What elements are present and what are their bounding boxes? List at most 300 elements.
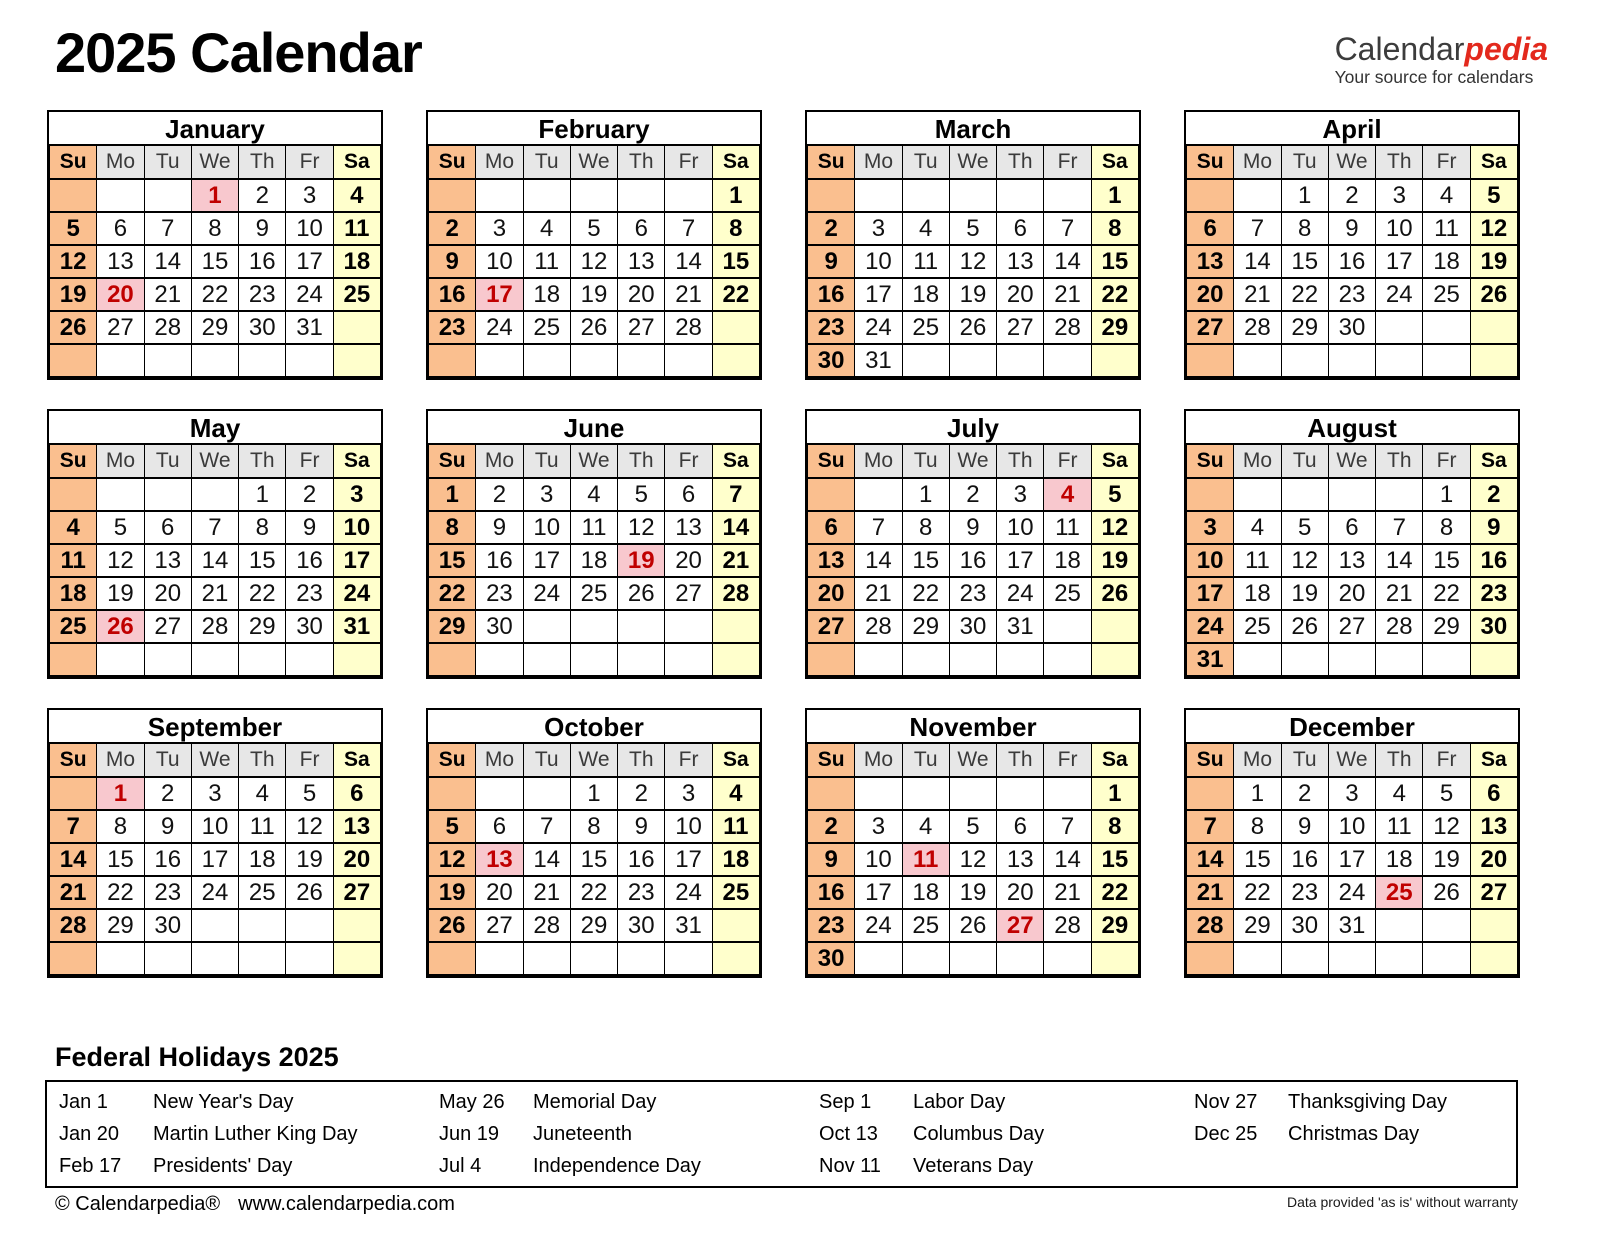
day-empty	[997, 777, 1044, 810]
day-july-9: 9	[949, 511, 996, 544]
day-december-17: 17	[1328, 843, 1375, 876]
calendarpedia-logo[interactable]	[1335, 32, 1548, 88]
day-january-18: 18	[333, 245, 380, 278]
day-empty	[523, 179, 570, 212]
day-header-fr: Fr	[1423, 146, 1470, 179]
day-may-14: 14	[191, 544, 238, 577]
day-header-sa: Sa	[712, 445, 759, 478]
day-july-15: 15	[902, 544, 949, 577]
day-may-26: 26	[97, 610, 144, 643]
day-june-11: 11	[570, 511, 617, 544]
day-november-1: 1	[1091, 777, 1138, 810]
day-april-22: 22	[1281, 278, 1328, 311]
holiday-date: Nov 11	[819, 1154, 881, 1177]
day-empty	[665, 643, 712, 676]
day-july-26: 26	[1091, 577, 1138, 610]
disclaimer-text: Data provided 'as is' without warranty	[1286, 1194, 1518, 1210]
holiday-date: Jun 19	[439, 1122, 500, 1145]
day-may-23: 23	[286, 577, 333, 610]
day-empty	[1328, 942, 1375, 975]
day-july-18: 18	[1044, 544, 1091, 577]
day-empty	[1328, 344, 1375, 377]
day-december-12: 12	[1423, 810, 1470, 843]
day-august-8: 8	[1423, 511, 1470, 544]
day-august-16: 16	[1470, 544, 1517, 577]
day-september-1: 1	[97, 777, 144, 810]
day-july-8: 8	[902, 511, 949, 544]
holiday-name: Presidents' Day	[153, 1154, 293, 1177]
day-header-mo: Mo	[1234, 146, 1281, 179]
day-empty	[476, 942, 523, 975]
day-august-20: 20	[1328, 577, 1375, 610]
day-header-sa: Sa	[1470, 146, 1517, 179]
day-empty	[50, 942, 97, 975]
day-header-tu: Tu	[902, 744, 949, 777]
day-july-1: 1	[902, 478, 949, 511]
day-may-21: 21	[191, 577, 238, 610]
day-february-28: 28	[665, 311, 712, 344]
day-october-25: 25	[712, 876, 759, 909]
day-january-15: 15	[191, 245, 238, 278]
day-header-su: Su	[808, 744, 855, 777]
day-header-we: We	[570, 146, 617, 179]
day-september-19: 19	[286, 843, 333, 876]
day-empty	[1234, 643, 1281, 676]
day-november-19: 19	[949, 876, 996, 909]
day-empty	[855, 643, 902, 676]
day-may-2: 2	[286, 478, 333, 511]
day-header-sa: Sa	[333, 146, 380, 179]
month-july	[805, 409, 1141, 679]
day-february-5: 5	[570, 212, 617, 245]
day-empty	[191, 942, 238, 975]
day-june-15: 15	[429, 544, 476, 577]
day-empty	[50, 344, 97, 377]
day-header-fr: Fr	[665, 445, 712, 478]
day-march-30: 30	[808, 344, 855, 377]
day-empty	[665, 179, 712, 212]
day-august-11: 11	[1234, 544, 1281, 577]
day-august-17: 17	[1187, 577, 1234, 610]
day-april-19: 19	[1470, 245, 1517, 278]
day-empty	[712, 610, 759, 643]
logo-wordmark	[1335, 32, 1548, 66]
months-grid	[47, 110, 1520, 978]
day-october-5: 5	[429, 810, 476, 843]
day-october-21: 21	[523, 876, 570, 909]
day-header-we: We	[949, 445, 996, 478]
day-november-16: 16	[808, 876, 855, 909]
holiday-date: Feb 17	[59, 1154, 122, 1177]
day-july-28: 28	[855, 610, 902, 643]
day-may-30: 30	[286, 610, 333, 643]
day-empty	[855, 942, 902, 975]
day-january-30: 30	[239, 311, 286, 344]
day-empty	[1091, 610, 1138, 643]
day-march-28: 28	[1044, 311, 1091, 344]
day-june-13: 13	[665, 511, 712, 544]
day-header-tu: Tu	[523, 146, 570, 179]
day-empty	[665, 942, 712, 975]
day-empty	[902, 344, 949, 377]
day-november-22: 22	[1091, 876, 1138, 909]
day-september-26: 26	[286, 876, 333, 909]
month-title: December	[1186, 710, 1518, 744]
day-august-14: 14	[1376, 544, 1423, 577]
day-february-8: 8	[712, 212, 759, 245]
day-header-th: Th	[1376, 146, 1423, 179]
day-april-15: 15	[1281, 245, 1328, 278]
day-january-13: 13	[97, 245, 144, 278]
day-september-11: 11	[239, 810, 286, 843]
day-may-29: 29	[239, 610, 286, 643]
day-empty	[855, 179, 902, 212]
day-empty	[1234, 942, 1281, 975]
day-april-5: 5	[1470, 179, 1517, 212]
holiday-entry	[59, 1150, 439, 1182]
day-october-17: 17	[665, 843, 712, 876]
day-empty	[97, 344, 144, 377]
day-header-mo: Mo	[97, 744, 144, 777]
day-november-21: 21	[1044, 876, 1091, 909]
day-october-28: 28	[523, 909, 570, 942]
day-empty	[191, 344, 238, 377]
day-empty	[1044, 179, 1091, 212]
day-may-8: 8	[239, 511, 286, 544]
day-june-30: 30	[476, 610, 523, 643]
day-march-24: 24	[855, 311, 902, 344]
day-header-mo: Mo	[97, 445, 144, 478]
day-may-6: 6	[144, 511, 191, 544]
day-empty	[50, 643, 97, 676]
day-january-21: 21	[144, 278, 191, 311]
logo-text-calendar: Calendar	[1334, 31, 1465, 67]
day-empty	[808, 643, 855, 676]
day-september-5: 5	[286, 777, 333, 810]
day-june-5: 5	[618, 478, 665, 511]
day-august-7: 7	[1376, 511, 1423, 544]
day-february-1: 1	[712, 179, 759, 212]
day-february-23: 23	[429, 311, 476, 344]
day-october-10: 10	[665, 810, 712, 843]
day-header-tu: Tu	[523, 744, 570, 777]
day-april-16: 16	[1328, 245, 1375, 278]
day-empty	[476, 777, 523, 810]
day-october-6: 6	[476, 810, 523, 843]
day-header-fr: Fr	[286, 445, 333, 478]
day-february-3: 3	[476, 212, 523, 245]
day-empty	[1376, 942, 1423, 975]
day-march-4: 4	[902, 212, 949, 245]
day-header-we: We	[191, 146, 238, 179]
day-october-2: 2	[618, 777, 665, 810]
holidays-heading: Federal Holidays 2025	[55, 1042, 339, 1072]
day-april-26: 26	[1470, 278, 1517, 311]
day-october-13: 13	[476, 843, 523, 876]
day-june-14: 14	[712, 511, 759, 544]
day-january-10: 10	[286, 212, 333, 245]
day-header-tu: Tu	[144, 445, 191, 478]
day-empty	[618, 179, 665, 212]
day-empty	[902, 643, 949, 676]
day-january-9: 9	[239, 212, 286, 245]
day-empty	[239, 909, 286, 942]
day-december-21: 21	[1187, 876, 1234, 909]
day-october-11: 11	[712, 810, 759, 843]
month-title: March	[807, 112, 1139, 146]
month-title: September	[49, 710, 381, 744]
day-september-8: 8	[97, 810, 144, 843]
holiday-entry	[59, 1118, 439, 1150]
day-empty	[144, 478, 191, 511]
day-february-26: 26	[570, 311, 617, 344]
day-june-1: 1	[429, 478, 476, 511]
day-empty	[1328, 478, 1375, 511]
day-june-3: 3	[523, 478, 570, 511]
day-empty	[523, 942, 570, 975]
day-september-29: 29	[97, 909, 144, 942]
day-october-3: 3	[665, 777, 712, 810]
day-empty	[997, 643, 1044, 676]
day-october-29: 29	[570, 909, 617, 942]
day-january-20: 20	[97, 278, 144, 311]
day-april-10: 10	[1376, 212, 1423, 245]
day-october-7: 7	[523, 810, 570, 843]
day-april-13: 13	[1187, 245, 1234, 278]
day-june-4: 4	[570, 478, 617, 511]
day-empty	[333, 311, 380, 344]
day-header-su: Su	[808, 445, 855, 478]
day-empty	[286, 942, 333, 975]
day-april-14: 14	[1234, 245, 1281, 278]
day-header-sa: Sa	[712, 146, 759, 179]
day-empty	[1187, 777, 1234, 810]
month-january	[47, 110, 383, 380]
day-november-14: 14	[1044, 843, 1091, 876]
day-header-we: We	[1328, 445, 1375, 478]
day-march-20: 20	[997, 278, 1044, 311]
day-october-8: 8	[570, 810, 617, 843]
day-january-26: 26	[50, 311, 97, 344]
day-header-fr: Fr	[286, 744, 333, 777]
day-august-10: 10	[1187, 544, 1234, 577]
day-february-13: 13	[618, 245, 665, 278]
day-header-tu: Tu	[523, 445, 570, 478]
day-march-10: 10	[855, 245, 902, 278]
day-march-23: 23	[808, 311, 855, 344]
day-empty	[902, 179, 949, 212]
day-august-9: 9	[1470, 511, 1517, 544]
day-header-th: Th	[997, 744, 1044, 777]
day-december-20: 20	[1470, 843, 1517, 876]
day-may-12: 12	[97, 544, 144, 577]
day-march-18: 18	[902, 278, 949, 311]
month-august	[1184, 409, 1520, 679]
day-november-23: 23	[808, 909, 855, 942]
day-january-28: 28	[144, 311, 191, 344]
day-march-31: 31	[855, 344, 902, 377]
day-august-25: 25	[1234, 610, 1281, 643]
day-october-23: 23	[618, 876, 665, 909]
day-header-th: Th	[239, 445, 286, 478]
day-header-fr: Fr	[1044, 445, 1091, 478]
website-link[interactable]: www.calendarpedia.com	[238, 1193, 455, 1215]
day-empty	[333, 344, 380, 377]
day-may-11: 11	[50, 544, 97, 577]
day-march-11: 11	[902, 245, 949, 278]
day-january-1: 1	[191, 179, 238, 212]
day-august-29: 29	[1423, 610, 1470, 643]
day-empty	[712, 643, 759, 676]
day-september-4: 4	[239, 777, 286, 810]
day-empty	[523, 610, 570, 643]
day-december-25: 25	[1376, 876, 1423, 909]
day-november-18: 18	[902, 876, 949, 909]
day-january-19: 19	[50, 278, 97, 311]
day-june-19: 19	[618, 544, 665, 577]
day-header-su: Su	[1187, 445, 1234, 478]
day-july-12: 12	[1091, 511, 1138, 544]
day-empty	[476, 179, 523, 212]
day-empty	[1044, 610, 1091, 643]
day-header-fr: Fr	[1044, 146, 1091, 179]
day-empty	[665, 610, 712, 643]
day-empty	[1044, 777, 1091, 810]
holiday-date: Jan 20	[59, 1122, 120, 1145]
day-february-20: 20	[618, 278, 665, 311]
holiday-name: Memorial Day	[533, 1090, 657, 1113]
day-september-13: 13	[333, 810, 380, 843]
day-june-18: 18	[570, 544, 617, 577]
day-july-25: 25	[1044, 577, 1091, 610]
day-may-28: 28	[191, 610, 238, 643]
day-empty	[476, 643, 523, 676]
logo-text-pedia: pedia	[1464, 31, 1548, 67]
day-march-21: 21	[1044, 278, 1091, 311]
day-february-25: 25	[523, 311, 570, 344]
day-header-su: Su	[808, 146, 855, 179]
day-empty	[191, 643, 238, 676]
day-empty	[239, 643, 286, 676]
holiday-entry	[439, 1086, 819, 1118]
day-header-fr: Fr	[1423, 744, 1470, 777]
day-empty	[1376, 909, 1423, 942]
day-header-mo: Mo	[476, 445, 523, 478]
day-march-1: 1	[1091, 179, 1138, 212]
day-header-sa: Sa	[1091, 146, 1138, 179]
day-empty	[523, 643, 570, 676]
holiday-entry	[439, 1150, 819, 1182]
day-empty	[50, 179, 97, 212]
day-empty	[97, 179, 144, 212]
day-august-6: 6	[1328, 511, 1375, 544]
day-november-26: 26	[949, 909, 996, 942]
day-header-tu: Tu	[1281, 445, 1328, 478]
day-november-27: 27	[997, 909, 1044, 942]
day-august-3: 3	[1187, 511, 1234, 544]
day-december-30: 30	[1281, 909, 1328, 942]
month-april	[1184, 110, 1520, 380]
day-december-13: 13	[1470, 810, 1517, 843]
day-empty	[949, 777, 996, 810]
day-june-12: 12	[618, 511, 665, 544]
day-february-7: 7	[665, 212, 712, 245]
page-title: 2025 Calendar	[55, 21, 422, 84]
day-february-11: 11	[523, 245, 570, 278]
day-march-25: 25	[902, 311, 949, 344]
day-header-fr: Fr	[665, 146, 712, 179]
day-empty	[1376, 643, 1423, 676]
day-january-31: 31	[286, 311, 333, 344]
day-april-30: 30	[1328, 311, 1375, 344]
day-february-18: 18	[523, 278, 570, 311]
day-empty	[949, 344, 996, 377]
day-header-tu: Tu	[902, 146, 949, 179]
day-july-20: 20	[808, 577, 855, 610]
day-empty	[144, 643, 191, 676]
day-empty	[429, 344, 476, 377]
day-header-su: Su	[429, 445, 476, 478]
day-september-12: 12	[286, 810, 333, 843]
day-january-23: 23	[239, 278, 286, 311]
day-header-tu: Tu	[144, 146, 191, 179]
day-april-20: 20	[1187, 278, 1234, 311]
month-march	[805, 110, 1141, 380]
month-title: November	[807, 710, 1139, 744]
day-header-mo: Mo	[855, 146, 902, 179]
day-empty	[333, 909, 380, 942]
day-november-15: 15	[1091, 843, 1138, 876]
day-august-23: 23	[1470, 577, 1517, 610]
day-september-27: 27	[333, 876, 380, 909]
day-february-17: 17	[476, 278, 523, 311]
day-empty	[712, 942, 759, 975]
day-september-2: 2	[144, 777, 191, 810]
day-empty	[570, 942, 617, 975]
holiday-entry	[59, 1086, 439, 1118]
day-may-25: 25	[50, 610, 97, 643]
day-empty	[429, 643, 476, 676]
day-empty	[1470, 909, 1517, 942]
day-december-18: 18	[1376, 843, 1423, 876]
day-may-10: 10	[333, 511, 380, 544]
day-empty	[1423, 643, 1470, 676]
day-empty	[191, 909, 238, 942]
holiday-date: Sep 1	[819, 1090, 872, 1113]
day-empty	[618, 344, 665, 377]
day-september-25: 25	[239, 876, 286, 909]
day-empty	[191, 478, 238, 511]
day-empty	[949, 942, 996, 975]
day-header-th: Th	[1376, 445, 1423, 478]
day-april-9: 9	[1328, 212, 1375, 245]
holiday-entry	[819, 1118, 1194, 1150]
day-march-6: 6	[997, 212, 1044, 245]
day-june-24: 24	[523, 577, 570, 610]
day-april-7: 7	[1234, 212, 1281, 245]
day-june-10: 10	[523, 511, 570, 544]
day-october-20: 20	[476, 876, 523, 909]
day-empty	[665, 344, 712, 377]
day-october-22: 22	[570, 876, 617, 909]
day-june-7: 7	[712, 478, 759, 511]
day-march-19: 19	[949, 278, 996, 311]
day-july-16: 16	[949, 544, 996, 577]
day-september-7: 7	[50, 810, 97, 843]
day-december-27: 27	[1470, 876, 1517, 909]
day-empty	[1091, 643, 1138, 676]
day-may-9: 9	[286, 511, 333, 544]
